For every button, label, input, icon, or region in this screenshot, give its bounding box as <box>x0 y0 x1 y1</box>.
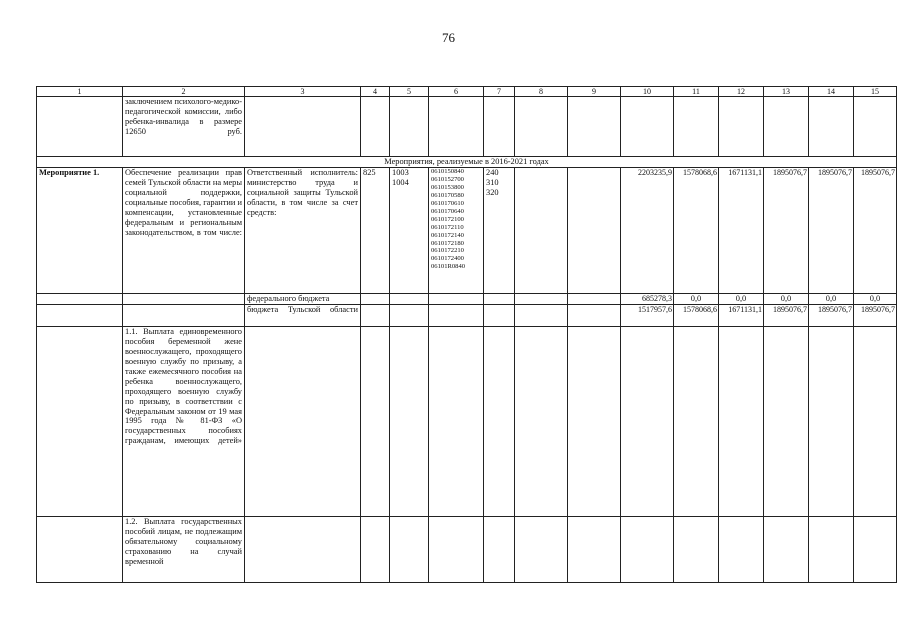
value-cell: 0,0 <box>719 294 764 305</box>
value-cell: 685278,3 <box>621 294 674 305</box>
regional-row <box>37 305 897 327</box>
header-cell: 14 <box>809 87 854 97</box>
section-title: Мероприятия, реализуемые в 2016-2021 годах <box>37 157 897 168</box>
measure-row <box>37 168 897 294</box>
measure-label: Мероприятие 1. <box>37 168 123 294</box>
item-row <box>37 517 897 583</box>
value-cell: 1671131,1 <box>719 305 764 327</box>
header-cell: 5 <box>390 87 429 97</box>
value-cell: 1578068,6 <box>674 305 719 327</box>
measure-executor: Ответственный исполнитель: министерство труда и социальной защиты Тульской области, в том числе за счет средств: <box>245 168 361 294</box>
header-cell: 7 <box>484 87 515 97</box>
value-cell: 1895076,7 <box>764 168 809 294</box>
header-cell: 1 <box>37 87 123 97</box>
value-cell: 0,0 <box>854 294 897 305</box>
measure-col7: 240 310 320 <box>484 168 515 294</box>
value-cell: 1895076,7 <box>764 305 809 327</box>
federal-row <box>37 294 897 305</box>
value-cell: 1895076,7 <box>809 305 854 327</box>
header-row <box>37 87 897 97</box>
value-cell: 2203235,9 <box>621 168 674 294</box>
page-number: 76 <box>442 30 455 45</box>
value-cell: 1517957,6 <box>621 305 674 327</box>
header-cell: 9 <box>568 87 621 97</box>
value-cell: 0,0 <box>674 294 719 305</box>
header-cell: 2 <box>123 87 245 97</box>
header-cell: 12 <box>719 87 764 97</box>
program-table <box>36 86 897 583</box>
measure-codes: 0610150840 0610152700 0610153800 0610170580 0610170610 0610170640 0610172100 0610172110 0610172140 0610172180 0610172210 0610172400 06101R0840 <box>429 168 484 294</box>
item-1-1-text: 1.1. Выплата единовременного пособия беременной жене военнослужащего, проходящего военную службу по призыву, а также ежемесячного пособия на ребенка военнослужащего, проходящего военную службу по призыву, в соответствии с Федеральным законом от 19 мая 1995 года № 81-ФЗ «О государственных пособиях гражданам, имеющих детей» <box>123 327 245 517</box>
header-cell: 15 <box>854 87 897 97</box>
value-cell: 1895076,7 <box>854 305 897 327</box>
measure-col5: 1003 1004 <box>390 168 429 294</box>
item-row <box>37 327 897 517</box>
section-row <box>37 157 897 168</box>
header-cell: 6 <box>429 87 484 97</box>
table-row <box>37 97 897 157</box>
header-cell: 10 <box>621 87 674 97</box>
value-cell: 1578068,6 <box>674 168 719 294</box>
regional-label: бюджета Тульской области <box>245 305 361 327</box>
continuation-text: заключением психолого-медико-педагогической комиссии, либо ребенка-инвалида в размере 12650 руб. <box>123 97 245 157</box>
value-cell: 0,0 <box>809 294 854 305</box>
value-cell: 1895076,7 <box>809 168 854 294</box>
measure-description: Обеспечение реализации прав семей Тульской области на меры социальной поддержки, социальные пособия, гарантии и компенсации, установленные федеральным и региональным законодательством, в том числе: <box>123 168 245 294</box>
header-cell: 11 <box>674 87 719 97</box>
value-cell: 1895076,7 <box>854 168 897 294</box>
measure-col4: 825 <box>361 168 390 294</box>
header-cell: 4 <box>361 87 390 97</box>
item-1-2-text: 1.2. Выплата государственных пособий лицам, не подлежащим обязательному социальному страхованию на случай временной <box>123 517 245 583</box>
header-cell: 13 <box>764 87 809 97</box>
federal-label: федерального бюджета <box>245 294 361 305</box>
value-cell: 1671131,1 <box>719 168 764 294</box>
header-cell: 3 <box>245 87 361 97</box>
value-cell: 0,0 <box>764 294 809 305</box>
header-cell: 8 <box>515 87 568 97</box>
